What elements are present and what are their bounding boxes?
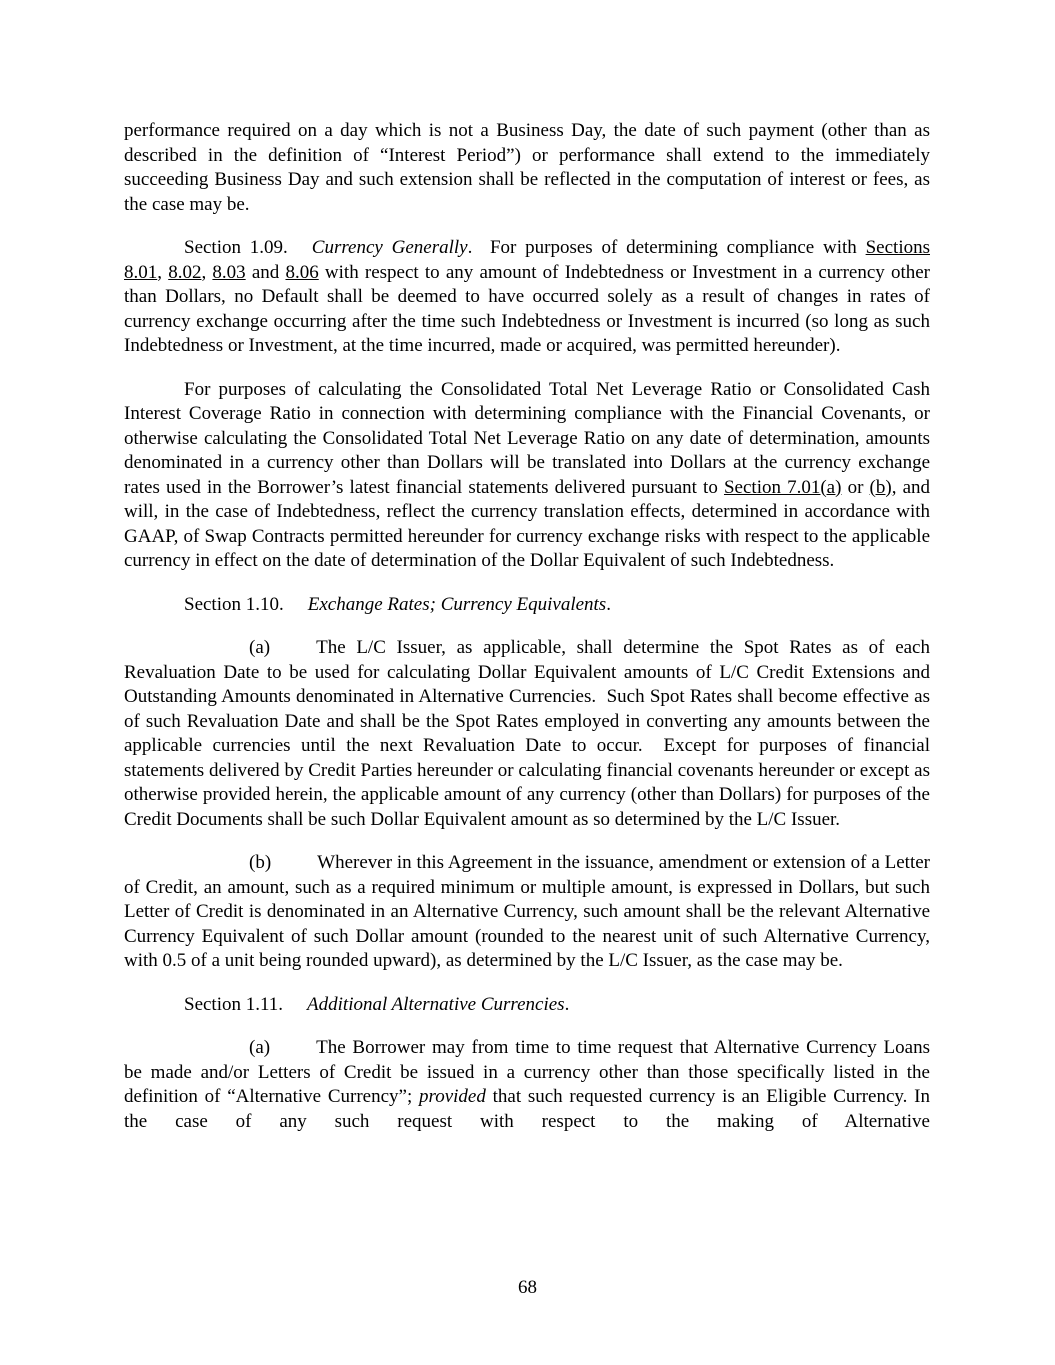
text-run: or [841, 476, 870, 498]
paragraph-business-day-extension [124, 119, 930, 217]
text-run: The Borrower may from time to time request that Alternative Currency Loans be made and/or Letters of Credit be issued in a currency other than those specifically listed in the definition of “Alternative Currency”; [124, 1037, 930, 1107]
text-run: , [157, 261, 169, 283]
text-run: (a) [249, 637, 271, 658]
document-body [124, 119, 930, 1153]
text-run: Wherever in this Agreement in the issuance, amendment or extension of a Letter of Credit, an amount, such as a required minimum or multiple amount, is expressed in Dollars, but such Letter of Credit is denominated in an Alternative Currency, such amount shall be the relevant Alternative Currency Equivalent of such Dollar amount (rounded to the nearest unit of such Alternative Currency, with 0.5 of a unit being rounded upward), as determined by the L/C Issuer, as the case may be. [124, 852, 930, 971]
paragraph-section-1-10-heading [124, 593, 930, 618]
text-run: , [201, 261, 213, 283]
paragraph-section-1-11-heading [124, 993, 930, 1018]
paragraph-section-1-10-a [124, 636, 930, 832]
text-run: , and will, in the case of Indebtedness, reflect the currency translation effects, determined in accordance with GAAP, of Swap Contracts permitted hereunder for currency exchange risks with respect to the applicable currency in effect on the date of determination of the Dollar Equivalent of such Indebtedness. [124, 476, 931, 571]
paragraph-leverage-ratio-translation [124, 378, 930, 574]
text-run: . For purposes of determining compliance with [467, 237, 866, 258]
underline-text-run: 8.03 [212, 261, 246, 283]
text-run: Section 1.09. [184, 237, 288, 258]
text-run: Section 1.10. [184, 593, 284, 615]
italic-text-run: Additional Alternative Currencies [307, 993, 565, 1015]
page-number: 68 [518, 1277, 537, 1298]
paragraph-section-1-11-a [124, 1036, 930, 1134]
underline-text-run: 8.02 [168, 261, 202, 283]
text-run: Section 1.11. [184, 993, 284, 1015]
text-run: (a) [249, 1037, 271, 1058]
text-run: that such requested currency is an Eligible Currency. In the case of any such request with respect to the making of Alternative [124, 1086, 930, 1132]
underline-text-run: 8.06 [285, 261, 319, 283]
text-run: . [564, 993, 570, 1015]
underline-text-run: Section 7.01(a) [723, 476, 842, 498]
text-run: . [606, 593, 611, 615]
italic-text-run: Currency Generally [311, 237, 468, 258]
text-run: with respect to any amount of Indebtedness or Investment in a currency other than Dollars, no Default shall be deemed to have occurred solely as a result of changes in rates of currency exchange occurring after the time such Indebtedness or Investment is incurred (so long as such Indebtedness or Investment, at the time incurred, made or acquired, was permitted hereunder). [124, 261, 931, 356]
text-run: performance required on a day which is not a Business Day, the date of such payment (other than as described in the definition of “Interest Period”) or performance shall extend to the immediately succeeding Business Day and such extension shall be reflected in the computation of interest or fees, as the case may be. [124, 120, 930, 215]
paragraph-section-1-09-currency-generally [124, 236, 930, 359]
underline-text-run: Sections 8.01 [124, 237, 930, 283]
underline-text-run: (b) [869, 476, 892, 498]
text-run: For purposes of calculating the Consolidated Total Net Leverage Ratio or Consolidated Cash Interest Coverage Ratio in connection with determining compliance with the Financial Covenants, or otherwise calculating the Consolidated Total Net Leverage Ratio on any date of determination, amounts denominated in a currency other than Dollars will be translated into Dollars at the currency exchange rates used in the Borrower’s latest financial statements delivered pursuant to [124, 378, 930, 498]
text-run: (b) [249, 852, 272, 873]
text-run: and [245, 261, 286, 283]
text-run: The L/C Issuer, as applicable, shall determine the Spot Rates as of each Revaluation Date to be used for calculating Dollar Equivalent amounts of L/C Credit Extensions and Outstanding Amounts denominated in Alternative Currencies. Such Spot Rates shall become effective as of such Revaluation Date and shall be the Spot Rates employed in converting any amounts between the applicable currencies until the next Revaluation Date to occur. Except for purposes of financial statements delivered by Credit Parties hereunder or calculating financial covenants hereunder or except as otherwise provided herein, the applicable amount of any currency (other than Dollars) for purposes of the Credit Documents shall be such Dollar Equivalent amount as so determined by the L/C Issuer. [124, 637, 930, 830]
paragraph-section-1-10-b [124, 851, 930, 974]
italic-text-run: provided [419, 1086, 486, 1107]
italic-text-run: Exchange Rates; Currency Equivalents [307, 593, 607, 615]
